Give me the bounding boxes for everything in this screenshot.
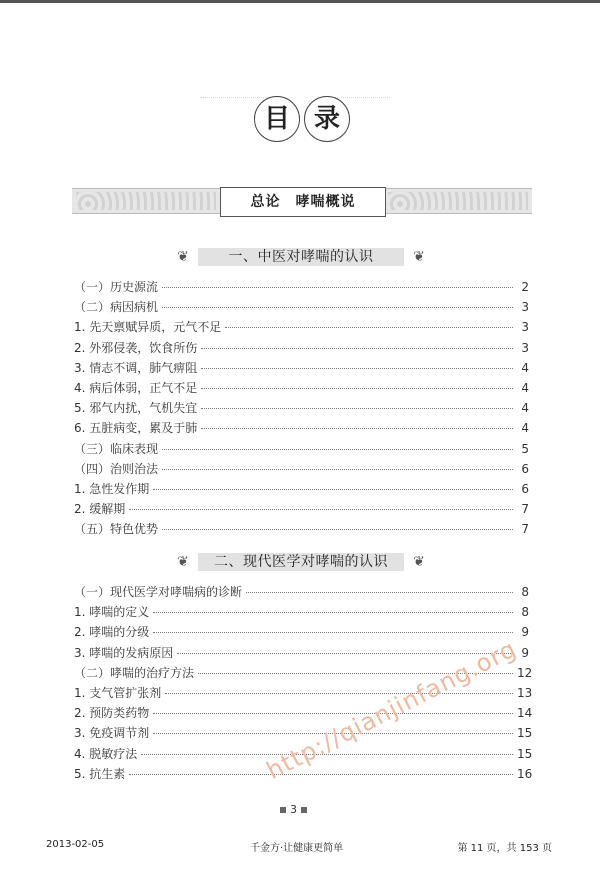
toc-entry-page: 6 (521, 461, 529, 476)
toc-entry[interactable] (74, 440, 529, 460)
cloud-ornament-left (76, 192, 216, 210)
ornament-right-icon: ❦ (413, 249, 425, 265)
toc-entry-title: 1. 支气管扩张剂 (74, 685, 162, 700)
toc-entry-title: （一）现代医学对哮喘病的诊断 (74, 585, 243, 599)
dot-leader (201, 368, 513, 369)
toc-entry-page: 3 (521, 300, 529, 315)
toc-entry-title: （二）病因病机 (74, 300, 159, 315)
dot-leader (225, 327, 513, 328)
toc-entry-title: 4. 病后体弱，正气不足 (74, 380, 198, 395)
toc-entry-page: 3 (521, 340, 529, 355)
page-marker (276, 803, 311, 816)
toc-entry-page: 3 (521, 320, 529, 335)
dot-leader (162, 307, 513, 308)
chapter-heading-2 (170, 551, 432, 573)
dot-leader (201, 408, 513, 409)
toc-entry-title: （五）特色优势 (74, 522, 159, 537)
toc-entry[interactable] (74, 359, 529, 379)
dot-leader (246, 592, 513, 593)
watermark: http://qianjinfang.org (262, 634, 522, 785)
toc-entry[interactable] (74, 379, 529, 399)
dot-leader (177, 653, 513, 654)
footer-site-name: 千金方·让健康更简单 (250, 843, 344, 854)
chapter-heading-text: 二、现代医学对哮喘的认识 (214, 554, 388, 570)
toc-entry-title: 2. 预防类药物 (74, 706, 150, 721)
dot-leader (162, 287, 513, 288)
dot-leader (153, 489, 513, 490)
section-banner-label: 总论 哮喘概说 (220, 187, 386, 217)
toc-entry-title: （二）哮喘的治疗方法 (74, 665, 195, 680)
toc-entry-page: 4 (521, 360, 529, 375)
toc-entry-page: 2 (521, 280, 529, 294)
toc-entry-page: 4 (521, 380, 529, 395)
dot-leader (201, 388, 513, 389)
toc-entry-page: 5 (521, 441, 529, 456)
toc-entry[interactable] (74, 460, 529, 480)
toc-entry[interactable] (74, 298, 529, 318)
dot-leader (165, 693, 513, 694)
toc-entry-title: 5. 抗生素 (74, 766, 126, 781)
dot-leader (153, 632, 513, 633)
dot-leader (201, 428, 513, 429)
dot-leader (162, 529, 513, 530)
toc-entry-page: 6 (521, 481, 529, 496)
footer-page-info: 第 11 页，共 153 页 (457, 843, 552, 854)
toc-entry-page: 9 (521, 625, 529, 640)
toc-entry-page: 9 (521, 645, 529, 660)
toc-entry[interactable] (74, 583, 529, 603)
toc-entry[interactable] (74, 399, 529, 419)
dot-leader (162, 449, 513, 450)
toc-entry-title: （四）治则治法 (74, 461, 159, 476)
page-marker-number: 3 (290, 803, 297, 816)
ornament-right-icon: ❦ (413, 554, 425, 570)
toc-entry-title: 1. 先天禀赋异质，元气不足 (74, 320, 222, 335)
toc-entry-title: 3. 免疫调节剂 (74, 726, 150, 741)
footer-date: 2013-02-05 (46, 839, 105, 850)
section-banner (72, 188, 532, 214)
toc-entry-title: 2. 哮喘的分级 (74, 625, 150, 640)
toc-entry-title: 3. 情志不调，肺气痹阻 (74, 360, 198, 375)
chapter-heading-text: 一、中医对哮喘的认识 (228, 249, 374, 265)
toc-entry-title: （一）历史源流 (74, 280, 159, 294)
toc-entry-title: 2. 外邪侵袭，饮食所伤 (74, 340, 198, 355)
toc-entry[interactable] (74, 419, 529, 439)
title-char-1: 目 (254, 96, 300, 142)
toc-title (254, 96, 352, 144)
toc-entry[interactable] (74, 278, 529, 298)
toc-entry-title: 3. 哮喘的发病原因 (74, 645, 174, 660)
toc-list-chapter-1 (74, 278, 529, 540)
toc-entry-page: 4 (521, 401, 529, 416)
dot-leader (201, 348, 513, 349)
toc-entry-title: 2. 缓解期 (74, 502, 126, 517)
toc-entry-title: 5. 邪气内扰，气机失宜 (74, 401, 198, 416)
ornament-left-icon: ❦ (177, 249, 189, 265)
toc-entry-page: 15 (517, 746, 533, 761)
chapter-heading-1 (170, 246, 432, 268)
toc-entry[interactable] (74, 480, 529, 500)
toc-entry-page: 14 (517, 706, 533, 721)
toc-entry[interactable] (74, 339, 529, 359)
toc-entry-title: 1. 急性发作期 (74, 481, 150, 496)
toc-entry-page: 12 (517, 665, 533, 680)
top-rule (0, 0, 600, 3)
toc-entry-title: 4. 脱敏疗法 (74, 746, 138, 761)
toc-entry[interactable] (74, 520, 529, 540)
square-icon (280, 807, 286, 813)
toc-entry-title: 6. 五脏病变，累及于肺 (74, 421, 198, 436)
toc-entry[interactable] (74, 500, 529, 520)
title-char-2: 录 (304, 96, 350, 142)
toc-entry-page: 4 (521, 421, 529, 436)
toc-entry-title: （三）临床表现 (74, 441, 159, 456)
dot-leader (153, 713, 513, 714)
toc-entry-page: 15 (517, 726, 533, 741)
square-icon (301, 807, 307, 813)
dot-leader (153, 612, 513, 613)
toc-entry-page: 7 (521, 502, 529, 517)
dot-leader (129, 509, 513, 510)
toc-entry-page: 13 (517, 685, 533, 700)
toc-entry-page: 16 (517, 766, 533, 781)
toc-entry[interactable] (74, 623, 529, 643)
toc-entry-page: 8 (521, 605, 529, 620)
toc-entry[interactable] (74, 603, 529, 623)
toc-entry[interactable] (74, 318, 529, 338)
dot-leader (162, 469, 513, 470)
ornament-left-icon: ❦ (177, 554, 189, 570)
toc-entry-title: 1. 哮喘的定义 (74, 605, 150, 620)
cloud-ornament-right (388, 192, 528, 210)
dot-leader (129, 774, 513, 775)
toc-entry-page: 8 (521, 585, 529, 599)
toc-entry[interactable] (74, 704, 533, 724)
toc-entry-page: 7 (521, 522, 529, 537)
